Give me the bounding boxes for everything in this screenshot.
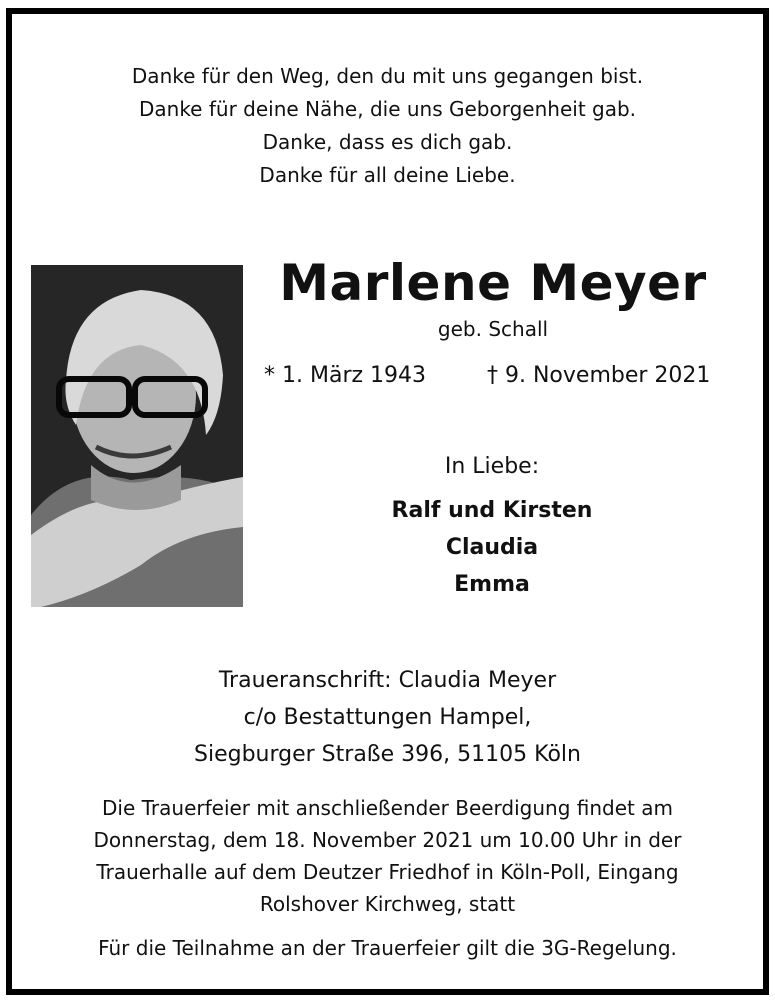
- poem-line: Danke, dass es dich gab.: [262, 130, 513, 154]
- poem-line: Danke für deine Nähe, die uns Geborgenheit gab.: [138, 97, 637, 121]
- mourners-list: [232, 492, 752, 603]
- service-line: Donnerstag, dem 18. November 2021 um 10.00 Uhr in der: [93, 828, 682, 852]
- birth-name: geb. Schall: [437, 317, 549, 341]
- mourner-name: Emma: [454, 572, 530, 597]
- obituary-frame: [6, 8, 769, 995]
- poem-line: Danke für den Weg, den du mit uns gegangen bist.: [131, 64, 644, 88]
- service-line: Rolshover Kirchweg, statt: [259, 892, 516, 916]
- mourner-name: Ralf und Kirsten: [391, 498, 593, 523]
- service-line: Die Trauerfeier mit anschließender Beerdigung findet am: [102, 796, 673, 820]
- poem-line: Danke für all deine Liebe.: [259, 163, 516, 187]
- portrait-photo: [31, 265, 243, 607]
- poem: [12, 60, 763, 192]
- service-line: Trauerhalle auf dem Deutzer Friedhof in Köln-Poll, Eingang: [96, 860, 679, 884]
- birth-date: * 1. März 1943: [264, 363, 427, 388]
- mourning-address: [12, 662, 763, 773]
- mourner-name: Claudia: [445, 535, 539, 560]
- portrait-illustration: [31, 265, 243, 607]
- deceased-name: Marlene Meyer: [279, 254, 707, 312]
- service-details: [12, 792, 763, 920]
- attendance-rule: Für die Teilnahme an der Trauerfeier gilt die 3G-Regelung.: [98, 936, 677, 960]
- address-line: Siegburger Straße 396, 51105 Köln: [194, 742, 581, 767]
- death-date: † 9. November 2021: [487, 363, 711, 388]
- address-line: c/o Bestattungen Hampel,: [243, 705, 532, 730]
- mourners-intro: In Liebe:: [444, 454, 540, 479]
- address-line: Traueranschrift: Claudia Meyer: [218, 668, 557, 693]
